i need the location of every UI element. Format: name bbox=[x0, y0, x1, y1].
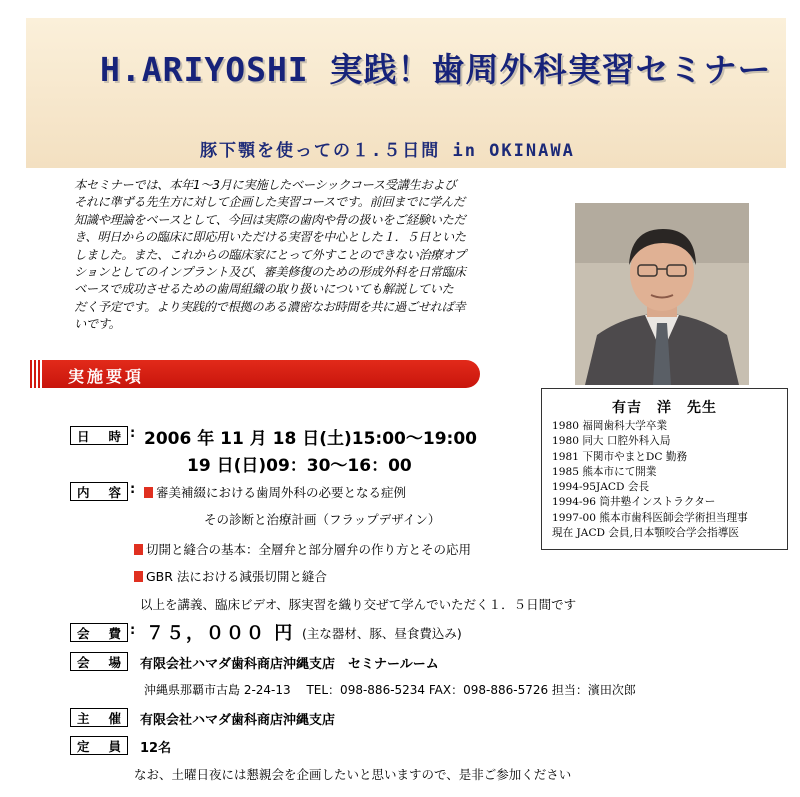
intro-line: いです。 bbox=[74, 317, 121, 332]
portrait-illustration bbox=[575, 203, 749, 385]
bio-item: 1980 福岡歯科大学卒業 bbox=[552, 420, 668, 432]
date-line-2: 19 日(日)09：30～16：00 bbox=[187, 456, 412, 476]
intro-line: それに準ずる先生方に対して企画した実習コースです。前回までに学んだ bbox=[74, 195, 465, 210]
speaker-bio-list bbox=[552, 419, 748, 541]
bio-item: 1981 下関市やまとDC 勤務 bbox=[552, 450, 688, 463]
label-char: 員 bbox=[108, 738, 121, 754]
content-item-1b: その診断と治療計画（フラップデザイン） bbox=[204, 512, 441, 527]
red-square-icon bbox=[134, 571, 143, 582]
colon: : bbox=[130, 482, 136, 497]
label-char: 日 bbox=[77, 428, 90, 444]
content-item-1 bbox=[144, 483, 406, 501]
content-item-2-text: 切開と縫合の基本：全層弁と部分層弁の作り方とその応用 bbox=[146, 542, 472, 557]
fee-amount: ７５，０００ 円 bbox=[146, 623, 295, 644]
label-char: 内 bbox=[77, 484, 90, 500]
colon: : bbox=[130, 623, 136, 638]
section-title: 実施要項 bbox=[68, 367, 145, 386]
label-date bbox=[70, 426, 128, 445]
label-char: 容 bbox=[108, 484, 121, 500]
intro-line: 知識や理論をベースとして、今回は実際の歯肉や骨の扱いをご経験いただ bbox=[74, 212, 466, 227]
label-char: 場 bbox=[108, 654, 121, 670]
label-capacity bbox=[70, 736, 128, 755]
intro-line: ベースで成功させるための歯周組織の取り扱いについても解説していた bbox=[74, 282, 454, 297]
intro-line: ションとしてのインプラント及び、審美修復のための形成外科を日常臨床 bbox=[74, 265, 466, 280]
label-char: 主 bbox=[77, 710, 90, 726]
red-square-icon bbox=[144, 487, 153, 498]
speaker-name: 有吉 洋 先生 bbox=[612, 400, 717, 416]
content-item-3-text: GBR 法における減張切開と縫合 bbox=[146, 569, 327, 584]
content-item-3 bbox=[134, 567, 327, 585]
fee-note: (主な器材、豚、昼食費込み) bbox=[302, 626, 462, 641]
bio-item: 1994-96 筒井塾インストラクター bbox=[552, 496, 716, 509]
label-content bbox=[70, 482, 128, 501]
intro-line: だく予定です。より実践的で根拠のある濃密なお時間を共に過ごせれば幸 bbox=[74, 299, 466, 314]
intro-line: 本セミナーでは、本年1～3月に実施したベーシックコース受講生および bbox=[74, 178, 457, 192]
colon: : bbox=[130, 426, 136, 441]
bio-item: 1997-00 熊本市歯科医師会学術担当理事 bbox=[552, 511, 748, 524]
content-item-2 bbox=[134, 540, 471, 558]
venue-address: 沖縄県那覇市古島 2-24-13 TEL：098-886-5234 FAX：098-886-5726 担当：濱田次郎 bbox=[144, 683, 636, 697]
label-char: 定 bbox=[77, 738, 90, 754]
section-bar-stripes bbox=[28, 360, 42, 388]
bio-item: 1985 熊本市にて開業 bbox=[552, 465, 657, 478]
content-item-1-text: 審美補綴における歯周外科の必要となる症例 bbox=[156, 485, 407, 500]
bio-item: 1980 同大 口腔外科入局 bbox=[552, 435, 671, 448]
capacity-value: 12名 bbox=[140, 741, 172, 756]
page-title: H.ARIYOSHI 実践！歯周外科実習セミナー bbox=[100, 50, 772, 89]
label-char: 催 bbox=[108, 710, 121, 726]
bio-item: 現在 JACD 会員,日本顎咬合学会指導医 bbox=[552, 527, 739, 540]
label-char: 会 bbox=[77, 625, 90, 641]
content-summary: 以上を講義、臨床ビデオ、豚実習を織り交ぜて学んでいただく１．５日間です bbox=[140, 597, 577, 612]
intro-line: き、明日からの臨床に即応用いただける実習を中心とした１．５日といた bbox=[74, 230, 466, 245]
label-venue bbox=[70, 652, 128, 671]
intro-line: しました。また、これからの臨床家にとって外すことのできない治療オプ bbox=[74, 247, 466, 262]
intro-paragraph bbox=[74, 177, 536, 334]
label-char: 費 bbox=[108, 625, 121, 641]
host-name: 有限会社ハマダ歯科商店沖縄支店 bbox=[140, 713, 336, 728]
label-host bbox=[70, 708, 128, 727]
bio-item: 1994-95JACD 会長 bbox=[552, 481, 650, 494]
footer-note: なお、土曜日夜には懇親会を企画したいと思いますので、是非ご参加ください bbox=[134, 767, 572, 782]
red-square-icon bbox=[134, 544, 143, 555]
date-line-1: 2006 年 11 月 18 日(土)15:00～19:00 bbox=[144, 429, 477, 449]
venue-name: 有限会社ハマダ歯科商店沖縄支店 セミナールーム bbox=[140, 657, 439, 672]
label-char: 会 bbox=[77, 654, 90, 670]
speaker-bio-box bbox=[541, 388, 788, 550]
page-subtitle: 豚下顎を使っての１.５日間 in OKINAWA bbox=[200, 141, 575, 161]
label-char: 時 bbox=[108, 428, 121, 444]
label-fee bbox=[70, 623, 128, 642]
speaker-portrait bbox=[575, 203, 749, 385]
